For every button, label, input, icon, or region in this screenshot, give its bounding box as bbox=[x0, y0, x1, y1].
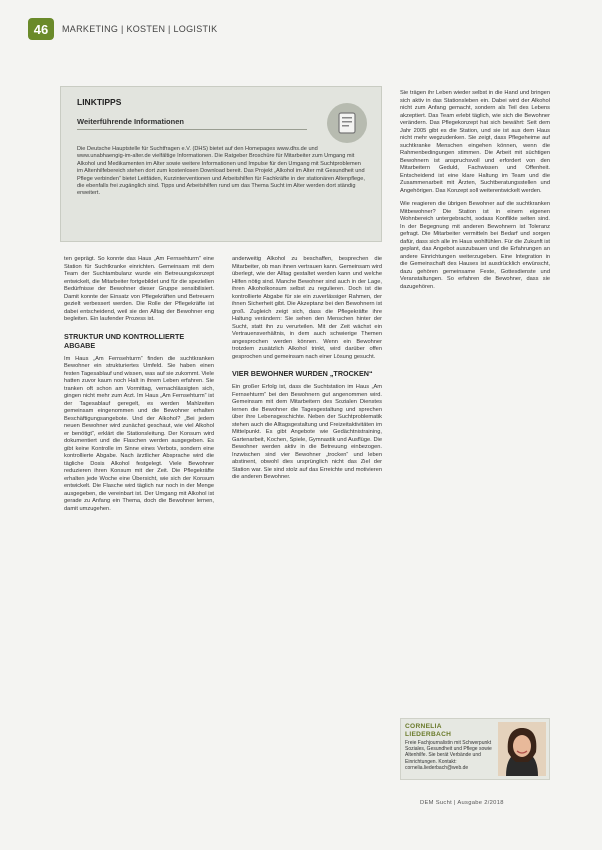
column1-body: Im Haus „Am Fernsehturm“ finden die suchtkranken Bewohner ein strukturiertes Umfeld. Sie haben einen festen Tagesablauf und wissen, was auf sie zukommt. Viele hatten zuvor kaum noch Halt in ihrem Leben erfahren. Sie tranken oft schon am Vormittag, vernachlässigten sich, gingen nicht mehr zum Arzt. Im Haus „Am Fernsehturm“ ist der Tagesablauf geregelt, es werden Mahlzeiten gemeinsam eingenommen und die Bewohner erhalten Beschäftigungsangebote. Und der Alkohol? „Bei jedem neuen Bewohner wird zunächst geschaut, wie viel Alkohol er benötigt“, erklärt die Stationsleitung. Der Konsum wird dokumentiert und die Flaschen werden ausgegeben. Es gibt keine Kontrolle im Sinne eines Verbots, sondern eine kontrollierte Abgabe. Nach ärztlicher Absprache wird die tägliche Dosis Alkohol festgelegt. Viele Bewohner reduzieren ihren Konsum mit der Zeit. Die Pflegekräfte erhalten jede Woche eine Übersicht, wie sich der Konsum entwickelt. Die Flasche wird täglich nur noch in der Menge ausgegeben, die vereinbart ist. Der Umgang mit Alkohol ist gerade zu Anfang ein Thema, doch die Bewohner lernen, damit umzugehen. bbox=[64, 355, 214, 512]
page-header bbox=[28, 18, 217, 40]
author-name bbox=[405, 723, 451, 739]
linktipps-title: LINKTIPPS bbox=[77, 97, 122, 107]
linktipps-body: Die Deutsche Hauptstelle für Suchtfragen e.V. (DHS) bietet auf den Homepages www.dhs.de und www.unabhaengig-im-alter.de vielfältige Informationen. Die Ratgeber Broschüre für Mitarbeiter zum Umgang mit Alkohol und Medikamenten im Alter sowie weitere Informationen und Impulse für den Umgang mit Suchtproblemen im Altenhilfebereich stehen dort zum kostenlosen Download bereit. Das Projekt „Alkohol im Alter mit Gesundheit und Pflege verbinden“ bietet Leitfäden, Kurzinterventionen und Arbeitshilfen für Fachkräfte in der stationären Altenpflege, die ebenfalls frei zugänglich sind. Tipps und Arbeitshilfen rund um das Thema Sucht im Alter werden dort ständig erweitert. bbox=[77, 146, 365, 197]
section-label: MARKETING | KOSTEN | LOGISTIK bbox=[62, 24, 218, 34]
article-column-2 bbox=[232, 256, 382, 482]
article-column-1 bbox=[64, 256, 214, 513]
document-icon bbox=[327, 103, 367, 143]
page-footer: DEM Sucht | Ausgabe 2/2018 bbox=[420, 800, 504, 806]
author-box bbox=[400, 718, 550, 780]
column2-intro: anderweitig Alkohol zu beschaffen, besprechen die Mitarbeiter, ob man ihnen vertrauen kann. Gemeinsam wird überlegt, wie der Alltag gestaltet werden kann und welche Hilfen nötig sind. Manche Bewohner sind auch in der Lage, ihren Alkoholkonsum selbst zu regulieren. Doch ist die kontrollierte Abgabe für sie ein zuverlässiger Rahmen, der ihnen Sicherheit gibt. Die Akzeptanz bei den Bewohnern ist groß. Zugleich zeigt sich, dass die Pflegekräfte ihre Haltung verändern: Sie sehen den Menschen hinter der Sucht, statt ihn zu verurteilen. Mit der Zeit wächst ein Vertrauensverhältnis, in dem auch schwierige Themen angesprochen werden können. Wenn ein Bewohner trotzdem zusätzlich Alkohol trinkt, wird darüber offen gesprochen und gemeinsam nach einer Lösung gesucht. bbox=[232, 256, 382, 360]
author-photo bbox=[498, 722, 546, 776]
author-last-name: LIEDERBACH bbox=[405, 731, 452, 738]
column2-subheading: VIER BEWOHNER WURDEN „TROCKEN“ bbox=[232, 369, 373, 378]
author-bio: Freie Fachjournalistin mit Schwerpunkt Soziales, Gesundheit und Pflege sowie Altenhilfe. Sie berät Verbände und Einrichtungen. Kontakt: cornelia.liederbach@web.de bbox=[405, 740, 492, 771]
article-column-3 bbox=[400, 90, 550, 291]
author-first-name: CORNELIA bbox=[405, 723, 442, 730]
column3-body: Wie reagieren die übrigen Bewohner auf die suchtkranken Mitbewohner? Die Station ist in einem eigenen Wohnbereich untergebracht, sodass Konflikte selten sind. In der Begegnung mit anderen Bewohnern ist Toleranz gefragt. Die Mitarbeiter vermitteln bei Bedarf und sorgen dafür, dass sich alle im Haus wohlfühlen. Für die Zukunft ist geplant, das Angebot auszubauen und die Erfahrungen an andere Einrichtungen weiterzugeben. Eine Integration in die Gemeinschaft des Hauses ist ausdrücklich erwünscht, dazu gehören gemeinsame Feste, Gottesdienste und Veranstaltungen. So erfahren die Bewohner, dass sie dazugehören. bbox=[400, 201, 550, 290]
page-number-badge: 46 bbox=[28, 18, 54, 40]
column2-body: Ein großer Erfolg ist, dass die Suchtstation im Haus „Am Fernsehturm“ bei den Bewohnern gut angenommen wird. Gemeinsam mit dem Mitarbeitern des Sozialen Dienstes lernen die Bewohner die Tagesgestaltung und sprechen über ihre Lebensgeschichte. Neben der Suchtproblematik stehen auch die Alltagsgestaltung und Freizeitaktivitäten im Mittelpunkt. Es gibt Angebote wie Gedächtnistraining, Gartenarbeit, Kochen, Spiele, Gymnastik und Ausflüge. Die Bewohner werden aktiv in die Betreuung einbezogen. Inzwischen sind vier Bewohner „trocken“ und leben abstinent, obwohl dies ursprünglich nicht das Ziel der Station war. Sie sind stolz auf das Erreichte und motivieren die anderen Bewohner. bbox=[232, 384, 382, 480]
column3-intro: Sie trägen ihr Leben wieder selbst in die Hand und bringen sich aktiv in das Stationsleben ein. Dabei wird der Alkohol nicht zum Anfang gemacht, sondern als Teil des Lebens akzeptiert. Das Team erlebt täglich, wie sich die Bewohner verändern. Das Pflegekonzept hat sich bewährt: Seit dem Jahr 2005 gibt es die Station, und sie ist aus dem Haus nicht mehr wegzudenken. Sie zeigt, dass Pflegeheime auf suchtkranke Menschen eingehen können, wenn die Rahmenbedingungen stimmen. Die Arbeit mit süchtigen Bewohnern ist anspruchsvoll und erfordert von den Mitarbeitern Geduld, Fachwissen und Offenheit. Entscheidend ist eine klare Haltung im Team und die Zusammenarbeit mit Ärzten, Suchtberatungsstellen und Angehörigen. Das Konzept soll weiterentwickelt werden. bbox=[400, 90, 550, 194]
column1-intro: ten geprägt. So konnte das Haus „Am Fernsehturm“ eine Station für Suchtkranke einrichten. Gemeinsam mit dem Team der Suchtambulanz wurde ein Betreuungskonzept entwickelt, die Mitarbeiter fortgebildet und für die speziellen Bedürfnisse der Bewohner dieser Gruppe sensibilisiert. Damit konnte der Einsatz von Pflegekräften und Betreuern gezielt verbessert werden. Die Rolle der Pflegekräfte ist dabei entscheidend, weil sie den Alltag der Bewohner eng begleiten. Ein laufender Prozess ist. bbox=[64, 256, 214, 322]
column1-subheading: STRUKTUR UND KONTROLLIERTE ABGABE bbox=[64, 331, 185, 350]
linktipps-subtitle: Weiterführende Informationen bbox=[77, 117, 307, 130]
linktipps-box bbox=[60, 86, 382, 242]
